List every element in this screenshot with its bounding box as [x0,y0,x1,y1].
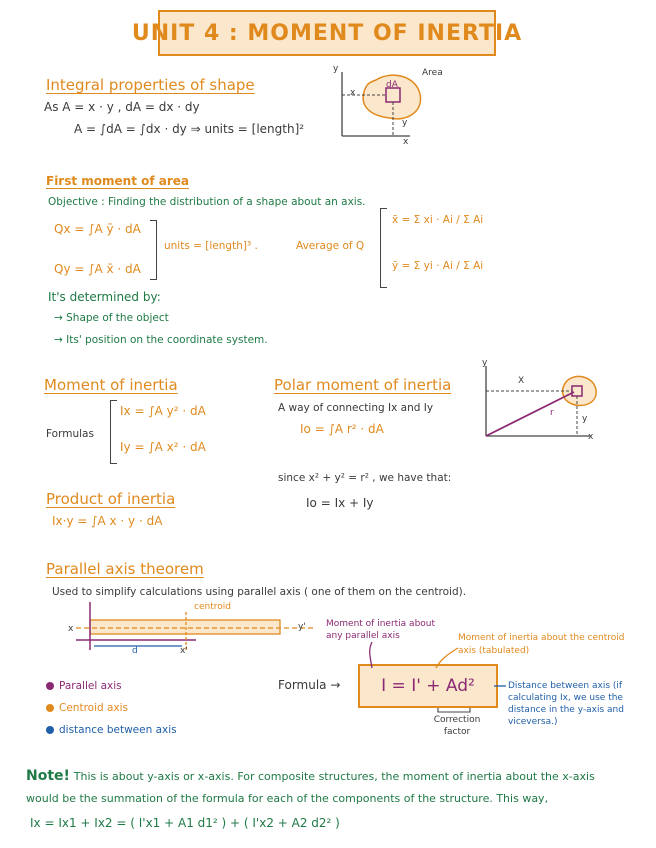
first-moment-heading: First moment of area [46,174,190,188]
polar-axis-y: y [482,358,488,368]
parallel-diagram-centroid: centroid [194,602,231,612]
polar-label-y: y [582,414,588,424]
area-label-x: x [350,88,356,98]
note-line2: would be the summation of the formula for each of the components of the structure. This way, [26,792,549,805]
first-moment-qx: Qx = ∫A ȳ · dA [54,222,141,236]
integral-line1: As A = x · y , dA = dx · dy [44,100,200,114]
product-formula: Ix·y = ∫A x · y · dA [52,514,163,528]
polar-desc: A way of connecting Ix and Iy [278,402,434,414]
parallel-formula: I = I' + Ad² [358,664,498,708]
parallel-diagram-y: y' [298,622,306,632]
note-distance: Distance between axis (if calculating Ix, we use the distance in the y-axis and viceversa.) [508,681,624,727]
parallel-diagram-xp: x' [180,646,188,656]
product-heading: Product of inertia [46,490,176,508]
moment-iy: Iy = ∫A x² · dA [120,440,206,454]
parallel-formula-label: Formula → [278,678,341,692]
legend-centroid-axis: Centroid axis [46,702,128,714]
first-moment-objective: Objective : Finding the distribution of a shape about an axis. [48,196,366,208]
first-moment-units: units = [length]³ . [164,240,258,252]
integral-line2: A = ∫dA = ∫dx · dy ⇒ units = [length]² [74,122,305,136]
polar-result: Io = Ix + Iy [306,496,374,510]
first-moment-ybar: ȳ = Σ yi · Ai / Σ Ai [392,260,484,272]
first-moment-item1: → Shape of the object [54,312,169,324]
polar-label-x: X [518,376,525,386]
legend-distance: distance between axis [46,724,177,736]
first-moment-determined: It's determined by: [48,290,161,304]
moment-ix: Ix = ∫A y² · dA [120,404,206,418]
area-label-da: dA [386,80,398,90]
note-any-parallel: Moment of inertia about any parallel axis [326,619,436,641]
page-title: UNIT 4 : MOMENT OF INERTIA [158,10,496,56]
parallel-diagram-x: x [68,624,74,634]
note-line3: Ix = Ix1 + Ix2 = ( I'x1 + A1 d1² ) + ( I'x2 + A2 d2² ) [30,816,340,830]
area-label: Area [422,68,443,78]
polar-axis-x: x [588,432,594,442]
moment-heading: Moment of inertia [44,376,178,394]
integral-heading: Integral properties of shape [46,76,255,94]
area-axis-x: x [403,137,409,147]
first-moment-qy: Qy = ∫A x̄ · dA [54,262,141,276]
polar-io: Io = ∫A r² · dA [300,422,384,436]
polar-since: since x² + y² = r² , we have that: [278,472,452,484]
parallel-desc: Used to simplify calculations using parallel axis ( one of them on the centroid). [52,586,467,598]
note-line1: Note! This is about y-axis or x-axis. For composite structures, the moment of inertia about the x-axis [26,768,595,784]
polar-heading: Polar moment of inertia [274,376,452,394]
first-moment-average: Average of Q [296,240,365,252]
note-correction: Correction factor [433,715,481,737]
note-label: Note! [26,768,70,784]
legend-parallel-axis: Parallel axis [46,680,122,692]
first-moment-item2: → Its' position on the coordinate system. [54,334,268,346]
area-label-y: y [402,118,408,128]
polar-label-r: r [550,408,554,418]
parallel-diagram-d: d [132,646,138,656]
moment-formulas-label: Formulas [46,428,94,440]
note-centroid: Moment of inertia about the centroid axis (tabulated) [458,633,625,656]
parallel-heading: Parallel axis theorem [46,560,204,578]
area-axis-y: y [333,64,339,74]
first-moment-xbar: x̄ = Σ xi · Ai / Σ Ai [392,214,484,226]
